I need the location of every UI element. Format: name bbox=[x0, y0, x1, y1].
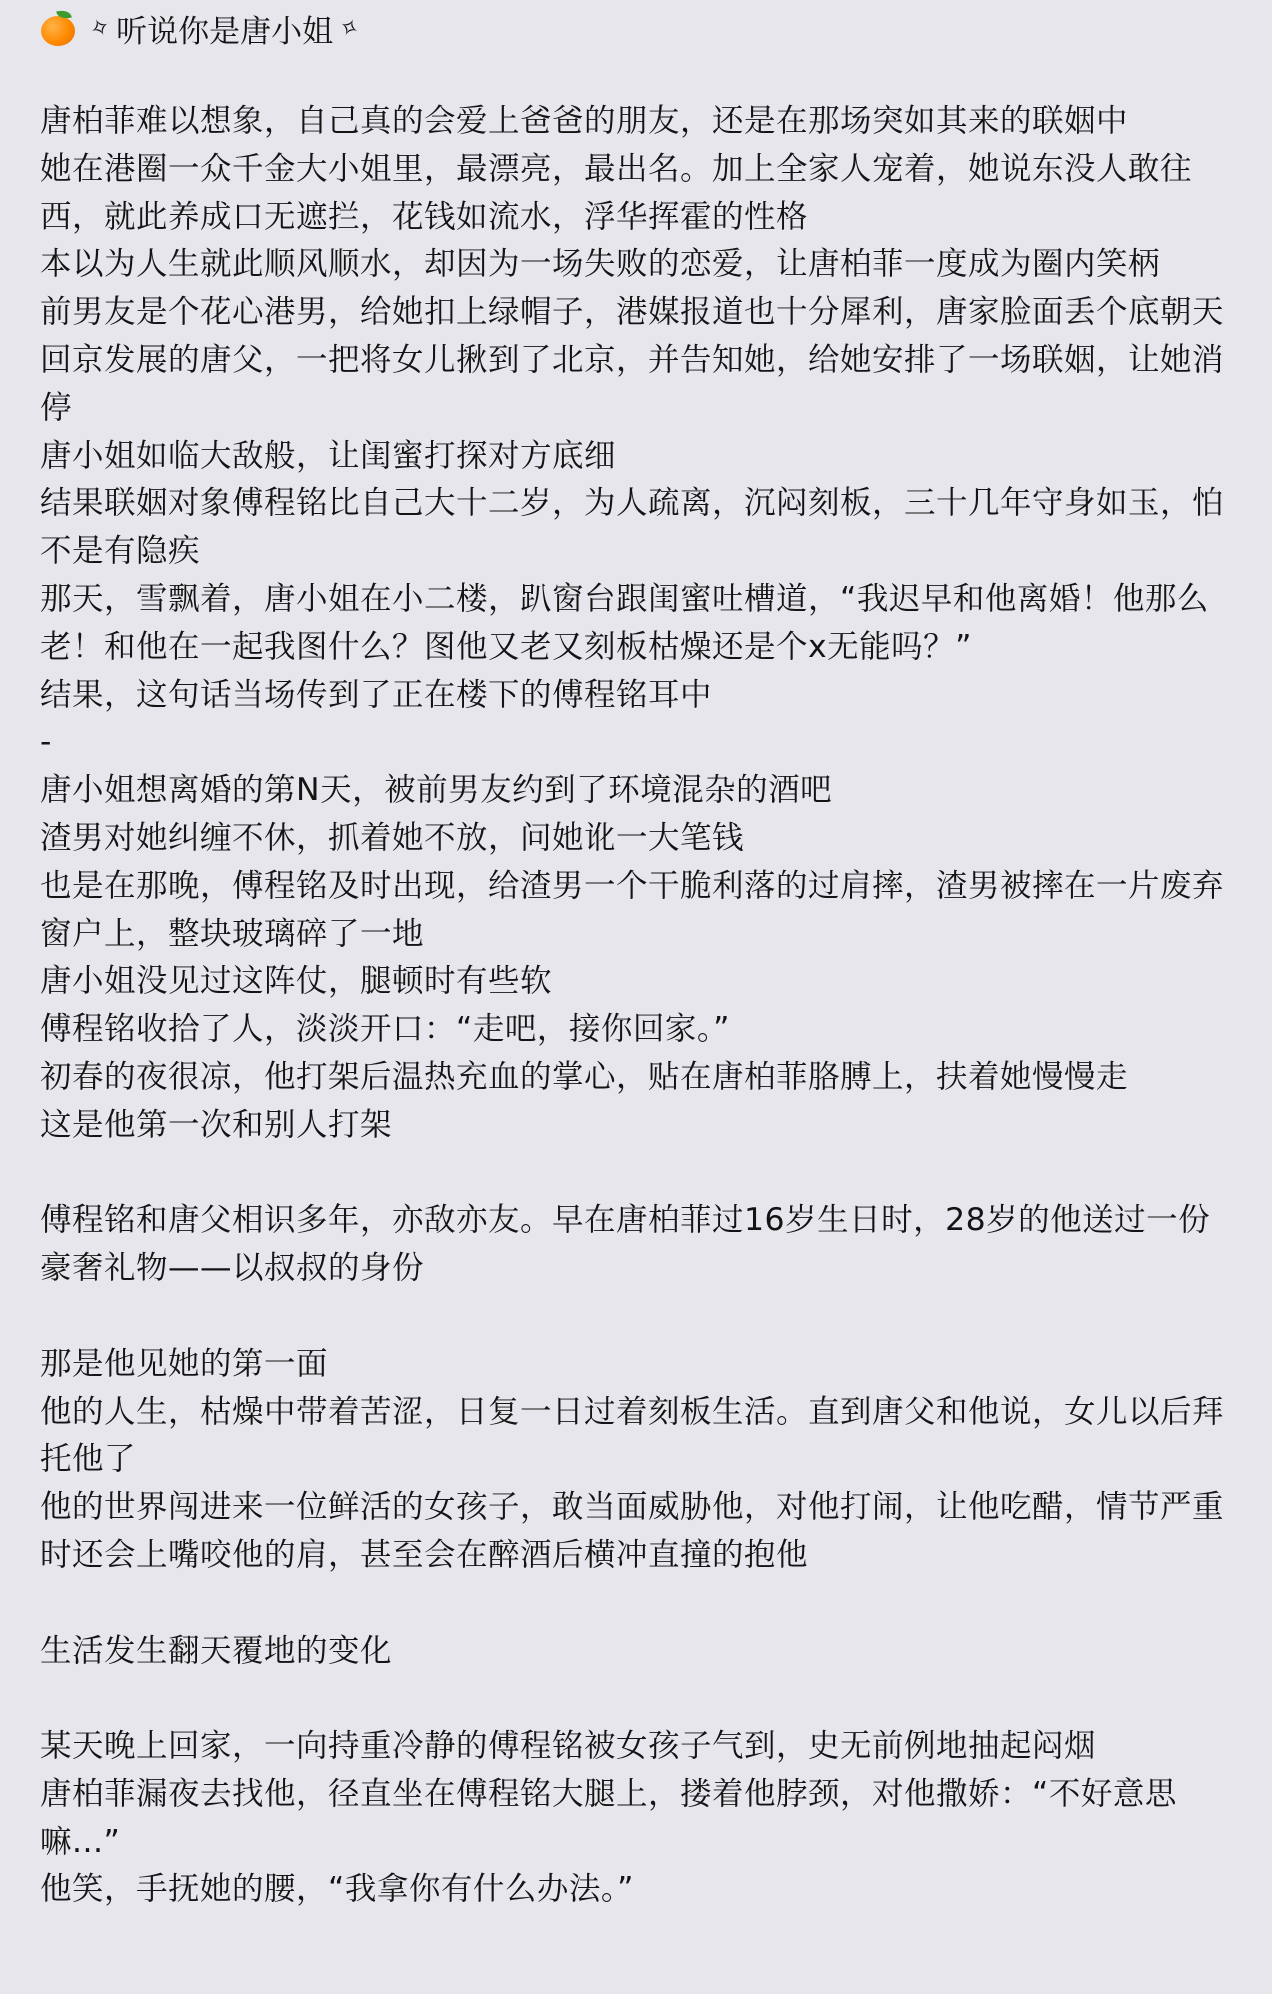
paragraph: 渣男对她纠缠不休，抓着她不放，问她讹一大笔钱 bbox=[40, 819, 745, 856]
paragraph: 结果联姻对象傅程铭比自己大十二岁，为人疏离，沉闷刻板，三十几年守身如玉，怕不是有隐疾 bbox=[40, 485, 1225, 570]
title-text: 听说你是唐小姐 bbox=[116, 13, 334, 50]
paragraph: 初春的夜很凉，他打架后温热充血的掌心，贴在唐柏菲胳膊上，扶着她慢慢走 bbox=[40, 1058, 1129, 1095]
paragraph: 本以为人生就此顺风顺水，却因为一场失败的恋爱，让唐柏菲一度成为圈内笑柄 bbox=[40, 246, 1161, 283]
paragraph: 生活发生翻天覆地的变化 bbox=[40, 1632, 393, 1669]
sparkle-left-icon: ✧ bbox=[85, 11, 116, 45]
paragraph: 唐柏菲漏夜去找他，径直坐在傅程铭大腿上，搂着他脖颈，对他撒娇：“不好意思嘛...” bbox=[40, 1775, 1177, 1860]
paragraph: - bbox=[40, 724, 52, 761]
blank-line bbox=[40, 1293, 1230, 1341]
paragraph: 她在港圈一众千金大小姐里，最漂亮，最出名。加上全家人宠着，她说东没人敢往西，就此养成口无遮拦，花钱如流水，浮华挥霍的性格 bbox=[40, 150, 1193, 235]
paragraph: 结果，这句话当场传到了正在楼下的傅程铭耳中 bbox=[40, 676, 713, 713]
post-title bbox=[40, 8, 365, 48]
paragraph: 他笑，手抚她的腰，“我拿你有什么办法。” bbox=[40, 1871, 634, 1908]
paragraph: 这是他第一次和别人打架 bbox=[40, 1106, 393, 1143]
paragraph: 他的人生，枯燥中带着苦涩，日复一日过着刻板生活。直到唐父和他说，女儿以后拜托他了 bbox=[40, 1393, 1225, 1478]
paragraph: 傅程铭收拾了人，淡淡开口：“走吧，接你回家。” bbox=[40, 1011, 730, 1048]
paragraph: 唐小姐没见过这阵仗，腿顿时有些软 bbox=[40, 963, 553, 1000]
paragraph: 前男友是个花心港男，给她扣上绿帽子，港媒报道也十分犀利，唐家脸面丢个底朝天 bbox=[40, 294, 1225, 331]
paragraph: 那是他见她的第一面 bbox=[40, 1345, 329, 1382]
paragraph: 某天晚上回家，一向持重冷静的傅程铭被女孩子气到，史无前例地抽起闷烟 bbox=[40, 1728, 1097, 1765]
paragraph: 他的世界闯进来一位鲜活的女孩子，敢当面威胁他，对他打闹，让他吃醋，情节严重时还会上嘴咬他的肩，甚至会在醉酒后横冲直撞的抱他 bbox=[40, 1489, 1225, 1573]
paragraph: 那天，雪飘着，唐小姐在小二楼，趴窗台跟闺蜜吐槽道，“我迟早和他离婚！他那么老！和他在一起我图什么？图他又老又刻板枯燥还是个x无能吗？” bbox=[40, 580, 1209, 665]
paragraph: 唐小姐如临大敌般，让闺蜜打探对方底细 bbox=[40, 437, 617, 474]
orange-emoji-icon bbox=[40, 10, 76, 46]
paragraph: 也是在那晚，傅程铭及时出现，给渣男一个干脆利落的过肩摔，渣男被摔在一片废弃窗户上，整块玻璃碎了一地 bbox=[40, 867, 1225, 952]
paragraph: 唐小姐想离婚的第N天，被前男友约到了环境混杂的酒吧 bbox=[40, 772, 833, 809]
blank-line bbox=[40, 1150, 1230, 1198]
blank-line bbox=[40, 1675, 1230, 1723]
paragraph: 唐柏菲难以想象，自己真的会爱上爸爸的朋友，还是在那场突如其来的联姻中 bbox=[40, 103, 1129, 139]
blank-line bbox=[40, 1580, 1230, 1628]
paragraph: 回京发展的唐父，一把将女儿揪到了北京，并告知她，给她安排了一场联姻，让她消停 bbox=[40, 341, 1225, 426]
paragraph: 傅程铭和唐父相识多年，亦敌亦友。早在唐柏菲过16岁生日时，28岁的他送过一份豪奢礼物——以叔叔的身份 bbox=[40, 1202, 1211, 1287]
post-body bbox=[40, 98, 1230, 1914]
sparkle-right-icon: ✧ bbox=[334, 11, 365, 45]
